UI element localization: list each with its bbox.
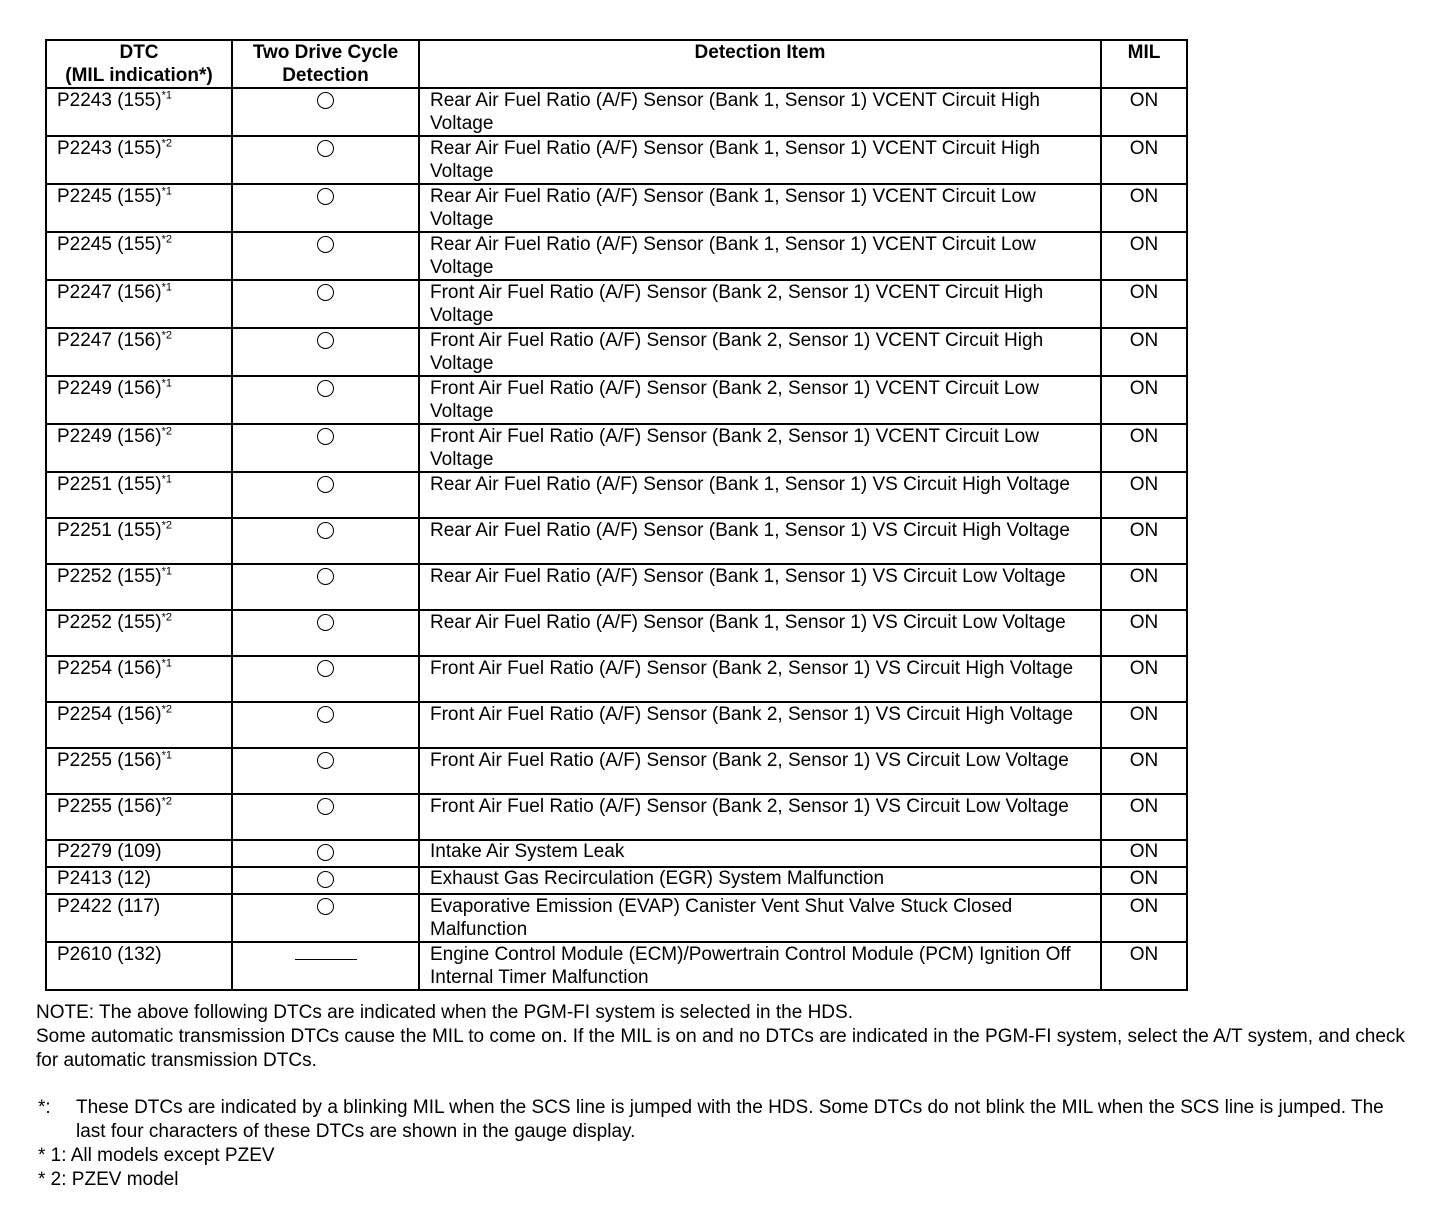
dtc-code-cell	[46, 376, 232, 424]
mil-status: ON	[1101, 88, 1187, 136]
dtc-code: P2251 (155)	[57, 474, 162, 495]
dtc-code: P2243 (155)	[57, 90, 162, 111]
dtc-code: P2249 (156)	[57, 378, 162, 399]
dtc-code-cell	[46, 472, 232, 518]
detection-item: Front Air Fuel Ratio (A/F) Sensor (Bank 2, Sensor 1) VCENT Circuit High Voltage	[419, 280, 1101, 328]
two-drive-cycle-cell	[232, 424, 419, 472]
mil-status: ON	[1101, 656, 1187, 702]
footnote-ref: *2	[161, 233, 172, 246]
mil-status: ON	[1101, 867, 1187, 894]
footnote-ref: *1	[161, 377, 172, 390]
mil-status: ON	[1101, 942, 1187, 990]
detection-item: Front Air Fuel Ratio (A/F) Sensor (Bank 2, Sensor 1) VCENT Circuit Low Voltage	[419, 424, 1101, 472]
footnote-ref: *2	[161, 611, 172, 624]
footnote-text: These DTCs are indicated by a blinking MIL when the SCS line is jumped with the HDS. Some DTCs do not blink the MIL when the SCS line is jumped. The last four characters of these DTCs are shown in the gauge display.	[76, 1097, 1384, 1142]
two-drive-cycle-cell	[232, 280, 419, 328]
dtc-code-cell	[46, 136, 232, 184]
footnote-ref: *2	[161, 137, 172, 150]
detection-item: Rear Air Fuel Ratio (A/F) Sensor (Bank 1, Sensor 1) VCENT Circuit High Voltage	[419, 88, 1101, 136]
detection-item: Rear Air Fuel Ratio (A/F) Sensor (Bank 1, Sensor 1) VCENT Circuit Low Voltage	[419, 232, 1101, 280]
footnote-ref: *2	[161, 329, 172, 342]
header-dtc: DTC (MIL indication*)	[46, 40, 232, 88]
two-drive-cycle-cell	[232, 894, 419, 942]
circle-icon	[317, 140, 334, 157]
detection-item: Rear Air Fuel Ratio (A/F) Sensor (Bank 1, Sensor 1) VS Circuit Low Voltage	[419, 564, 1101, 610]
two-drive-cycle-cell	[232, 328, 419, 376]
table-row	[46, 328, 1187, 376]
table-body	[46, 88, 1187, 990]
mil-status: ON	[1101, 748, 1187, 794]
dtc-code: P2252 (155)	[57, 566, 162, 587]
detection-item: Front Air Fuel Ratio (A/F) Sensor (Bank 2, Sensor 1) VS Circuit High Voltage	[419, 656, 1101, 702]
mil-status: ON	[1101, 328, 1187, 376]
mil-status: ON	[1101, 610, 1187, 656]
footnote-ref: *2	[161, 795, 172, 808]
dtc-code: P2254 (156)	[57, 704, 162, 725]
table-row	[46, 184, 1187, 232]
detection-item: Rear Air Fuel Ratio (A/F) Sensor (Bank 1, Sensor 1) VS Circuit High Voltage	[419, 518, 1101, 564]
detection-item: Rear Air Fuel Ratio (A/F) Sensor (Bank 1, Sensor 1) VCENT Circuit High Voltage	[419, 136, 1101, 184]
detection-item: Exhaust Gas Recirculation (EGR) System Malfunction	[419, 867, 1101, 894]
dtc-code: P2247 (156)	[57, 330, 162, 351]
circle-icon	[317, 752, 334, 769]
detection-item: Front Air Fuel Ratio (A/F) Sensor (Bank 2, Sensor 1) VS Circuit Low Voltage	[419, 794, 1101, 840]
two-drive-cycle-cell	[232, 794, 419, 840]
footnote-ref: *2	[161, 519, 172, 532]
table-row	[46, 472, 1187, 518]
mil-status: ON	[1101, 184, 1187, 232]
table-row	[46, 794, 1187, 840]
dtc-table	[45, 39, 1188, 991]
circle-icon	[317, 706, 334, 723]
circle-icon	[317, 92, 334, 109]
dash-icon	[295, 959, 357, 960]
circle-icon	[317, 798, 334, 815]
circle-icon	[317, 428, 334, 445]
circle-icon	[317, 568, 334, 585]
dtc-code-cell	[46, 867, 232, 894]
dtc-code-cell	[46, 518, 232, 564]
two-drive-cycle-cell	[232, 656, 419, 702]
dtc-code-cell	[46, 840, 232, 867]
table-row	[46, 376, 1187, 424]
circle-icon	[317, 188, 334, 205]
dtc-code: P2251 (155)	[57, 520, 162, 541]
footnote-ref: *1	[161, 473, 172, 486]
detection-item: Rear Air Fuel Ratio (A/F) Sensor (Bank 1, Sensor 1) VS Circuit Low Voltage	[419, 610, 1101, 656]
footnote-ref: *1	[161, 89, 172, 102]
dtc-code-cell	[46, 942, 232, 990]
mil-status: ON	[1101, 280, 1187, 328]
dtc-code-cell	[46, 88, 232, 136]
detection-item: Evaporative Emission (EVAP) Canister Vent Shut Valve Stuck Closed Malfunction	[419, 894, 1101, 942]
two-drive-cycle-cell	[232, 88, 419, 136]
detection-item: Rear Air Fuel Ratio (A/F) Sensor (Bank 1, Sensor 1) VCENT Circuit Low Voltage	[419, 184, 1101, 232]
circle-icon	[317, 614, 334, 631]
table-row	[46, 518, 1187, 564]
header-detection-item: Detection Item	[419, 40, 1101, 88]
circle-icon	[317, 236, 334, 253]
two-drive-cycle-cell	[232, 867, 419, 894]
detection-item: Engine Control Module (ECM)/Powertrain Control Module (PCM) Ignition Off Internal Timer Malfunction	[419, 942, 1101, 990]
table-row	[46, 656, 1187, 702]
dtc-code: P2279 (109)	[57, 841, 162, 862]
note-block	[36, 1001, 1416, 1073]
mil-status: ON	[1101, 424, 1187, 472]
dtc-code: P2247 (156)	[57, 282, 162, 303]
dtc-code-cell	[46, 280, 232, 328]
dtc-code: P2252 (155)	[57, 612, 162, 633]
dtc-code-cell	[46, 702, 232, 748]
table-row	[46, 867, 1187, 894]
footnote-ref: *1	[161, 749, 172, 762]
footnote-2: * 2: PZEV model	[38, 1169, 179, 1190]
note-line-1: NOTE: The above following DTCs are indicated when the PGM-FI system is selected in the HDS.	[36, 1002, 853, 1023]
table-row	[46, 88, 1187, 136]
dtc-code-cell	[46, 328, 232, 376]
dtc-code-cell	[46, 794, 232, 840]
dtc-code: P2254 (156)	[57, 658, 162, 679]
footnote-ref: *2	[161, 425, 172, 438]
two-drive-cycle-cell	[232, 840, 419, 867]
footnote-mark: *:	[38, 1097, 51, 1118]
footnote-ref: *2	[161, 703, 172, 716]
footnote-1: * 1: All models except PZEV	[38, 1145, 275, 1166]
two-drive-cycle-cell	[232, 376, 419, 424]
dtc-code: P2255 (156)	[57, 796, 162, 817]
circle-icon	[317, 332, 334, 349]
table-row	[46, 942, 1187, 990]
dtc-code: P2249 (156)	[57, 426, 162, 447]
dtc-code-cell	[46, 424, 232, 472]
dtc-code-cell	[46, 564, 232, 610]
dtc-code: P2245 (155)	[57, 186, 162, 207]
dtc-code-cell	[46, 184, 232, 232]
dtc-code-cell	[46, 748, 232, 794]
footnote-ref: *1	[161, 565, 172, 578]
dtc-code: P2245 (155)	[57, 234, 162, 255]
mil-status: ON	[1101, 232, 1187, 280]
table-row	[46, 610, 1187, 656]
footnotes	[38, 1096, 1418, 1192]
table-row	[46, 136, 1187, 184]
table-row	[46, 748, 1187, 794]
mil-status: ON	[1101, 840, 1187, 867]
footnote-ref: *1	[161, 657, 172, 670]
dtc-code-cell	[46, 656, 232, 702]
circle-icon	[317, 660, 334, 677]
dtc-code: P2255 (156)	[57, 750, 162, 771]
mil-status: ON	[1101, 518, 1187, 564]
table-row	[46, 280, 1187, 328]
mil-status: ON	[1101, 564, 1187, 610]
two-drive-cycle-cell	[232, 518, 419, 564]
circle-icon	[317, 380, 334, 397]
circle-icon	[317, 284, 334, 301]
mil-status: ON	[1101, 794, 1187, 840]
table-row	[46, 702, 1187, 748]
circle-icon	[317, 898, 334, 915]
mil-status: ON	[1101, 136, 1187, 184]
mil-status: ON	[1101, 894, 1187, 942]
circle-icon	[317, 844, 334, 861]
two-drive-cycle-cell	[232, 564, 419, 610]
two-drive-cycle-cell	[232, 610, 419, 656]
table-header-row	[46, 40, 1187, 88]
dtc-code-cell	[46, 232, 232, 280]
two-drive-cycle-cell	[232, 472, 419, 518]
table-row	[46, 424, 1187, 472]
circle-icon	[317, 871, 334, 888]
two-drive-cycle-cell	[232, 136, 419, 184]
dtc-code: P2243 (155)	[57, 138, 162, 159]
detection-item: Front Air Fuel Ratio (A/F) Sensor (Bank 2, Sensor 1) VCENT Circuit Low Voltage	[419, 376, 1101, 424]
dtc-code: P2610 (132)	[57, 944, 162, 965]
footnote-ref: *1	[161, 281, 172, 294]
two-drive-cycle-cell	[232, 942, 419, 990]
table-row	[46, 564, 1187, 610]
dtc-code: P2413 (12)	[57, 868, 152, 889]
dtc-code-cell	[46, 894, 232, 942]
footnote-star	[38, 1096, 1418, 1144]
two-drive-cycle-cell	[232, 702, 419, 748]
dtc-code: P2422 (117)	[57, 896, 161, 917]
table-row	[46, 894, 1187, 942]
table-row	[46, 840, 1187, 867]
detection-item: Front Air Fuel Ratio (A/F) Sensor (Bank 2, Sensor 1) VCENT Circuit High Voltage	[419, 328, 1101, 376]
detection-item: Front Air Fuel Ratio (A/F) Sensor (Bank 2, Sensor 1) VS Circuit High Voltage	[419, 702, 1101, 748]
two-drive-cycle-cell	[232, 184, 419, 232]
detection-item: Intake Air System Leak	[419, 840, 1101, 867]
detection-item: Rear Air Fuel Ratio (A/F) Sensor (Bank 1, Sensor 1) VS Circuit High Voltage	[419, 472, 1101, 518]
dtc-code-cell	[46, 610, 232, 656]
note-line-2: Some automatic transmission DTCs cause the MIL to come on. If the MIL is on and no DTCs are indicated in the PGM-FI system, select the A/T system, and check for automatic transmission DTCs.	[36, 1026, 1405, 1071]
mil-status: ON	[1101, 472, 1187, 518]
footnote-ref: *1	[161, 185, 172, 198]
circle-icon	[317, 522, 334, 539]
circle-icon	[317, 476, 334, 493]
table-row	[46, 232, 1187, 280]
detection-item: Front Air Fuel Ratio (A/F) Sensor (Bank 2, Sensor 1) VS Circuit Low Voltage	[419, 748, 1101, 794]
mil-status: ON	[1101, 702, 1187, 748]
two-drive-cycle-cell	[232, 232, 419, 280]
two-drive-cycle-cell	[232, 748, 419, 794]
mil-status: ON	[1101, 376, 1187, 424]
header-two-drive-cycle: Two Drive Cycle Detection	[232, 40, 419, 88]
header-mil: MIL	[1101, 40, 1187, 88]
